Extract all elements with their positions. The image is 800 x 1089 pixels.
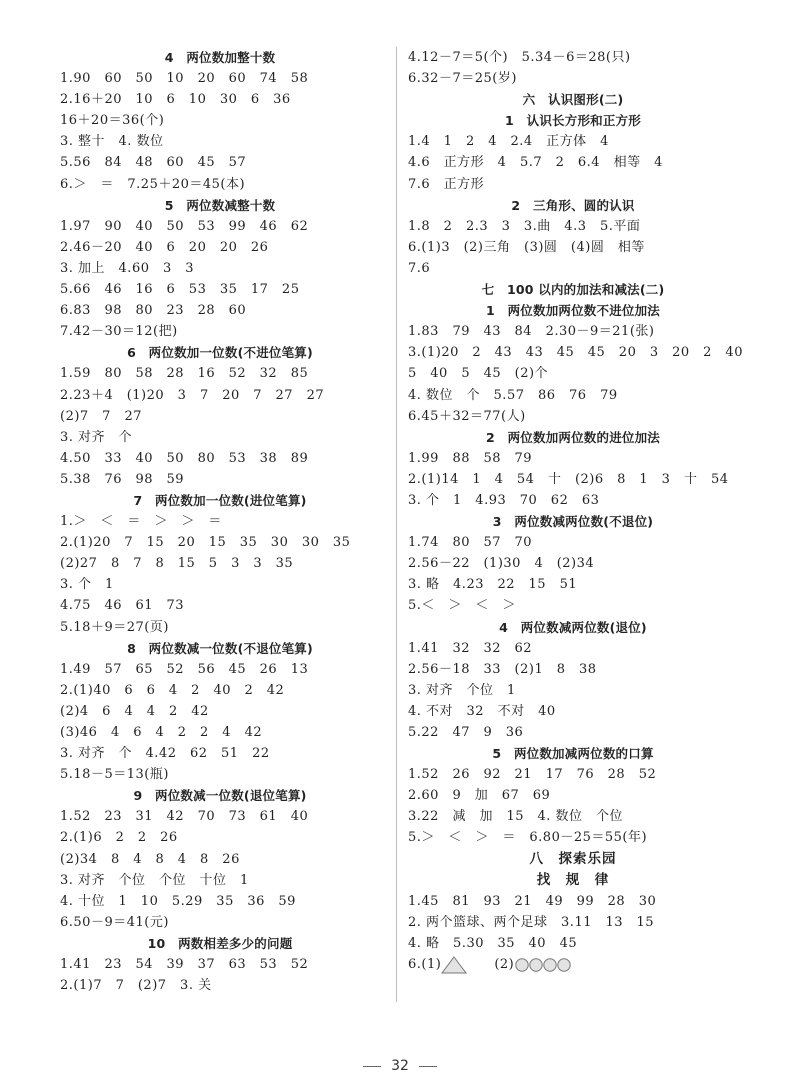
section-heading: 1 认识长方形和正方形 [505,113,641,129]
answer-line: 2.(1)20 7 15 20 15 35 30 30 35 [60,535,351,551]
section-heading: 9 两位数减一位数(退位笔算) [133,788,307,804]
answer-line: 2.(1)6 2 2 26 [60,830,178,846]
answer-line-shapes [408,954,738,975]
answer-line: 4.50 33 40 50 80 53 38 89 [60,450,309,466]
answer-line: 3. 对齐 个位 个位 十位 1 [60,872,249,888]
answer-line: 6.83 98 80 23 28 60 [60,303,247,319]
answer-line: 7.42－30＝12(把) [60,324,178,340]
answer-line: 2.60 9 加 67 69 [408,788,551,804]
section-heading: 找 规 律 [536,871,610,888]
answer-line: 1.97 90 40 50 53 99 46 62 [60,218,309,234]
answer-line: 5.＞ ＜ ＞ ＝ 6.80－25＝55(年) [408,830,648,846]
answer-line: 3. 加上 4.60 3 3 [60,260,195,276]
answer-line: 1.41 23 54 39 37 63 53 52 [60,957,309,973]
answer-line: 6.45＋32＝77(人) [408,408,526,424]
answer-line: 1.49 57 65 52 56 45 26 13 [60,661,309,677]
answer-line: 1.90 60 50 10 20 60 74 58 [60,71,309,87]
answer-line: 2.(1)7 7 (2)7 3. 关 [60,978,212,994]
answer-line: 3. 对齐 个位 1 [408,682,516,698]
answer-line: 1.83 79 43 84 2.30－9＝21(张) [408,324,655,340]
answer-line: 1.59 80 58 28 16 52 32 85 [60,366,309,382]
right-column [408,47,743,975]
answer-line: 4.75 46 61 73 [60,598,185,614]
section-heading: 10 两数相差多少的问题 [147,935,293,951]
answer-line: 16＋20＝36(个) [60,113,165,129]
section-heading: 七 100 以内的加法和减法(二) [481,282,665,298]
answer-line: 3. 对齐 个 [60,429,133,445]
answer-line: 4.12－7＝5(个) 5.34－6＝28(只) [408,50,631,65]
section-heading: 5 两位数加减两位数的口算 [492,746,654,762]
answer-line: 3. 对齐 个 4.42 62 51 22 [60,746,270,762]
shapes-label-2: (2) [494,957,515,973]
answer-line: 2.56－22 (1)30 4 (2)34 [408,556,595,572]
answer-line: 6.(1)3 (2)三角 (3)圆 (4)圆 相等 [408,239,645,255]
answer-line: 5.66 46 16 6 53 35 17 25 [60,282,300,298]
answer-line: 2. 两个篮球、两个足球 3.11 13 15 [408,914,655,930]
answer-line: (2)34 8 4 8 4 8 26 [60,851,240,867]
answer-line: 4. 十位 1 10 5.29 35 36 59 [60,893,296,909]
answer-line: 4. 略 5.30 35 40 45 [408,935,578,951]
answer-line: 1.74 80 57 70 [408,535,533,551]
answer-line: 1.45 81 93 21 49 99 28 30 [408,893,657,909]
section-heading: 4 两位数减两位数(退位) [499,619,647,635]
page-number: 32 [391,1058,409,1074]
answer-line: 4. 不对 32 不对 40 [408,703,556,719]
answer-line: 7.6 正方形 [408,176,485,192]
answer-line: 5.18－5＝13(瓶) [60,767,169,783]
answer-line: 6.32－7＝25(岁) [408,71,517,87]
answer-line: 1.8 2 2.3 3 3.曲 4.3 5.平面 [408,218,641,234]
answer-line: (2)27 8 7 8 15 5 3 3 35 [60,556,294,572]
section-heading: 六 认识图形(二) [522,92,624,108]
answer-line: 1.4 1 2 4 2.4 正方体 4 [408,134,609,150]
answer-line: 5.＜ ＞ ＜ ＞ [408,598,516,614]
answer-line: 4. 数位 个 5.57 86 76 79 [408,387,618,403]
answer-line: 3.(1)20 2 43 43 45 45 20 3 20 2 40 [408,345,743,361]
page-footer [0,1058,800,1074]
left-column [60,47,380,996]
section-heading: 8 两位数减一位数(不退位笔算) [127,640,313,656]
answer-line: 5.18＋9＝27(页) [60,619,169,635]
answer-line: 2.46－20 40 6 20 20 26 [60,239,269,255]
answer-line: 5.38 76 98 59 [60,471,185,487]
answer-line: 1.52 26 92 21 17 76 28 52 [408,767,657,783]
footer-dash-left [363,1066,381,1067]
answer-line: 7.6 [408,260,431,276]
answer-line: 5 40 5 45 (2)个 [408,366,549,382]
footer-dash-right [419,1066,437,1067]
answer-line: 3. 整十 4. 数位 [60,134,164,150]
answer-line: 5.22 47 9 36 [408,725,524,740]
circles-icon [514,957,572,973]
answer-line: 3. 个 1 [60,577,114,593]
answer-line: 4.6 正方形 4 5.7 2 6.4 相等 4 [408,155,663,171]
section-heading: 2 三角形、圆的认识 [511,197,635,213]
answer-line: 1.99 88 58 79 [408,450,533,466]
column-divider [396,47,397,1002]
answer-line: 1.52 23 31 42 70 73 61 40 [60,809,309,825]
answer-line: 3. 略 4.23 22 15 51 [408,577,578,593]
section-heading: 2 两位数加两位数的进位加法 [486,429,660,445]
section-heading: 6 两位数加一位数(不进位笔算) [127,345,313,361]
answer-line: (3)46 4 6 4 2 2 4 42 [60,725,263,740]
answer-line: 3. 个 1 4.93 70 62 63 [408,492,600,508]
answer-line: 3.22 减 加 15 4. 数位 个位 [408,809,624,825]
section-heading: 1 两位数加两位数不进位加法 [486,303,660,319]
answer-line: (2)7 7 27 [60,408,142,424]
triangle-icon [441,956,467,974]
answer-line: 1.41 32 32 62 [408,640,533,656]
section-heading: 八 探索乐园 [529,850,617,867]
answer-line: 6.＞ ＝ 7.25＋20＝45(本) [60,176,246,192]
section-heading: 7 两位数加一位数(进位笔算) [133,492,307,508]
answer-line: 6.50－9＝41(元) [60,914,169,930]
answer-line: 2.(1)40 6 6 4 2 40 2 42 [60,682,285,698]
answer-line: 2.56－18 33 (2)1 8 38 [408,661,597,677]
answer-line: 5.56 84 48 60 45 57 [60,155,247,171]
answer-line: 2.16＋20 10 6 10 30 6 36 [60,92,291,108]
section-heading: 4 两位数加整十数 [164,50,276,65]
shapes-label-1: 6.(1) [408,957,442,973]
answer-line: 2.(1)14 1 4 54 十 (2)6 8 1 3 十 54 [408,471,729,487]
answer-line: 2.23＋4 (1)20 3 7 20 7 27 27 [60,387,325,403]
section-heading: 3 两位数减两位数(不退位) [492,514,654,530]
answer-line: 1.＞ ＜ ＝ ＞ ＞ ＝ [60,514,222,530]
answer-line: (2)4 6 4 4 2 42 [60,703,209,719]
section-heading: 5 两位数减整十数 [164,197,276,213]
